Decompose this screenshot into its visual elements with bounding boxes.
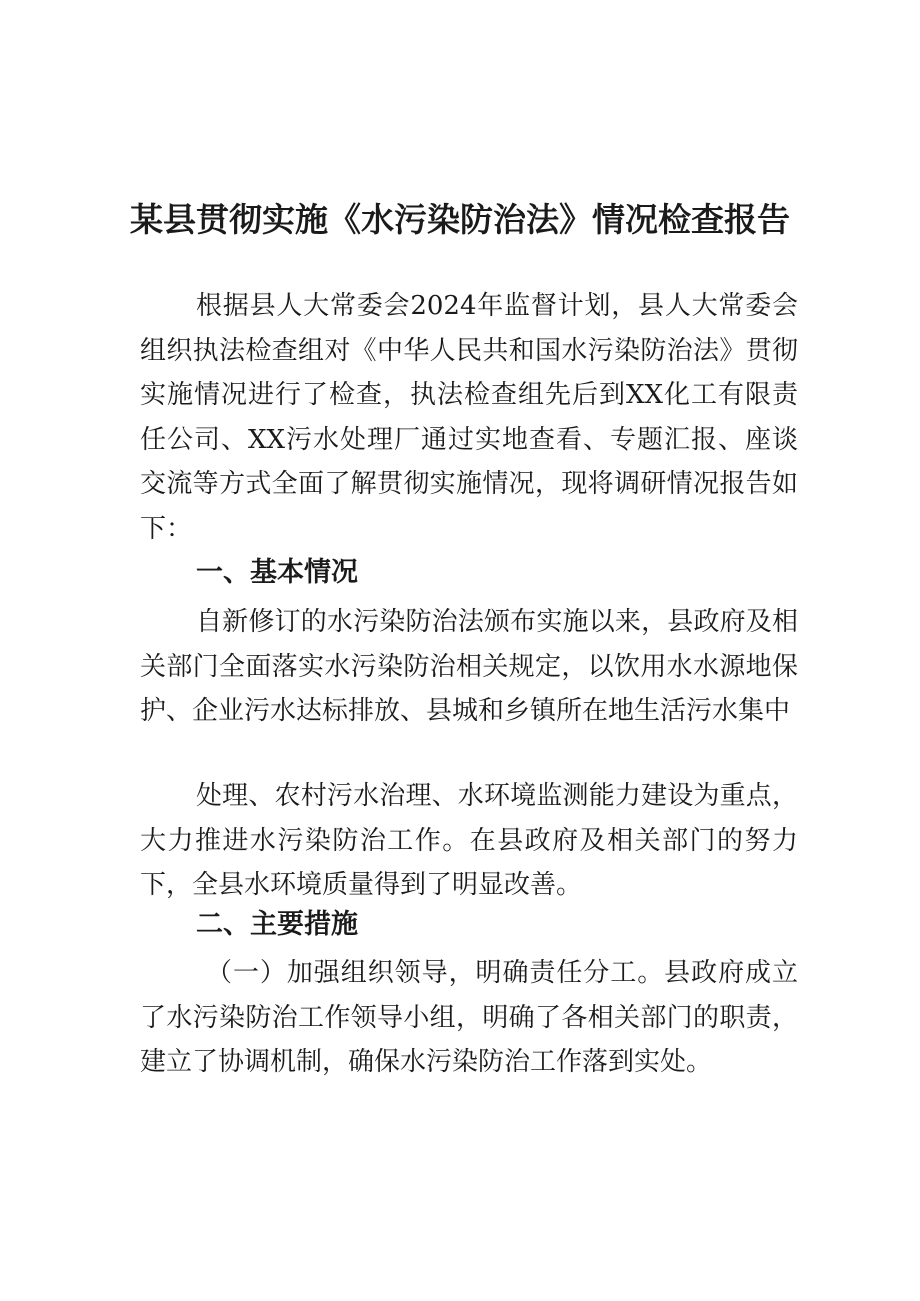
measure-one-paragraph: （一）加强组织领导，明确责任分工。县政府成立了水污染防治工作领导小组，明确了各相关部门的职责，建立了协调机制，确保水污染防治工作落到实处。 [140,958,798,1077]
section-heading-measures: 二、主要措施 [196,909,358,940]
intro-paragraph: 根据县人大常委会2024年监督计划，县人大常委会组织执法检查组对《中华人民共和国水污染防治法》贯彻实施情况进行了检查，执法检查组先后到XX化工有限责任公司、XX污水处理厂通过实地查看、专题汇报、座谈交流等方式全面了解贯彻实施情况，现将调研情况报告如下： [140,291,798,544]
document-title: 某县贯彻实施《水污染防治法》情况检查报告 [130,200,790,239]
section-heading-basic: 一、基本情况 [196,557,358,588]
basic-situation-paragraph: 自新修订的水污染防治法颁布实施以来，县政府及相关部门全面落实水污染防治相关规定，以饮用水水源地保护、企业污水达标排放、县城和乡镇所在地生活污水集中 [140,607,798,726]
basic-situation-continued-paragraph: 处理、农村污水治理、水环境监测能力建设为重点，大力推进水污染防治工作。在县政府及相关部门的努力下，全县水环境质量得到了明显改善。 [140,781,798,900]
